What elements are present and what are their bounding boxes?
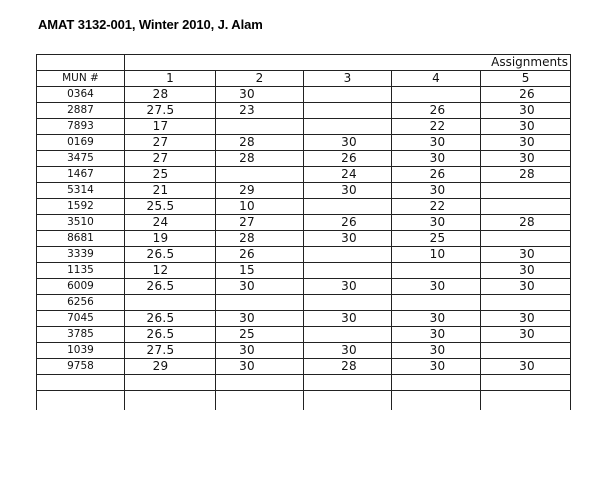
grades-table xyxy=(36,54,571,410)
score-cell-assignment-2: 28 xyxy=(216,151,304,167)
score-cell-assignment-2: 10 xyxy=(216,199,304,215)
score-cell-assignment-3 xyxy=(304,87,392,103)
empty-cell xyxy=(304,375,392,391)
table-row xyxy=(37,343,571,359)
table-row xyxy=(37,135,571,151)
score-cell-assignment-3: 26 xyxy=(304,215,392,231)
table-row xyxy=(37,311,571,327)
mun-cell: 3339 xyxy=(37,247,125,263)
score-cell-assignment-1: 25 xyxy=(125,167,216,183)
table-row xyxy=(37,151,571,167)
mun-cell: 3785 xyxy=(37,327,125,343)
score-cell-assignment-1: 27 xyxy=(125,135,216,151)
score-cell-assignment-4: 30 xyxy=(392,343,481,359)
score-cell-assignment-1: 26.5 xyxy=(125,247,216,263)
score-cell-assignment-4: 26 xyxy=(392,103,481,119)
score-cell-assignment-5: 30 xyxy=(481,103,571,119)
score-cell-assignment-5: 30 xyxy=(481,135,571,151)
score-cell-assignment-5: 30 xyxy=(481,119,571,135)
mun-cell: 3510 xyxy=(37,215,125,231)
empty-cell xyxy=(37,375,125,391)
score-cell-assignment-1: 27.5 xyxy=(125,103,216,119)
empty-cell xyxy=(216,391,304,411)
table-row xyxy=(37,231,571,247)
score-cell-assignment-3 xyxy=(304,103,392,119)
score-cell-assignment-4 xyxy=(392,263,481,279)
mun-cell: 1039 xyxy=(37,343,125,359)
score-cell-assignment-2: 28 xyxy=(216,231,304,247)
score-cell-assignment-3: 30 xyxy=(304,183,392,199)
score-cell-assignment-3 xyxy=(304,247,392,263)
table-row xyxy=(37,183,571,199)
score-cell-assignment-1: 27 xyxy=(125,151,216,167)
grades-table-body xyxy=(37,55,571,411)
score-cell-assignment-4: 22 xyxy=(392,199,481,215)
assignment-3-header: 3 xyxy=(304,71,392,87)
score-cell-assignment-1: 17 xyxy=(125,119,216,135)
table-row xyxy=(37,359,571,375)
empty-cell xyxy=(481,391,571,411)
score-cell-assignment-3: 30 xyxy=(304,135,392,151)
mun-cell: 5314 xyxy=(37,183,125,199)
score-cell-assignment-3: 30 xyxy=(304,311,392,327)
table-row xyxy=(37,87,571,103)
score-cell-assignment-1: 29 xyxy=(125,359,216,375)
score-cell-assignment-5 xyxy=(481,183,571,199)
score-cell-assignment-1: 26.5 xyxy=(125,311,216,327)
score-cell-assignment-5: 30 xyxy=(481,151,571,167)
table-row xyxy=(37,295,571,311)
score-cell-assignment-5: 30 xyxy=(481,279,571,295)
score-cell-assignment-2: 29 xyxy=(216,183,304,199)
score-cell-assignment-4: 30 xyxy=(392,279,481,295)
assignment-5-header: 5 xyxy=(481,71,571,87)
score-cell-assignment-4: 30 xyxy=(392,183,481,199)
score-cell-assignment-5 xyxy=(481,231,571,247)
score-cell-assignment-5: 26 xyxy=(481,87,571,103)
header-blank-cell xyxy=(37,55,125,71)
score-cell-assignment-3 xyxy=(304,295,392,311)
mun-cell: 1592 xyxy=(37,199,125,215)
score-cell-assignment-5: 30 xyxy=(481,327,571,343)
score-cell-assignment-1: 27.5 xyxy=(125,343,216,359)
score-cell-assignment-2: 30 xyxy=(216,359,304,375)
score-cell-assignment-2: 26 xyxy=(216,247,304,263)
score-cell-assignment-2: 28 xyxy=(216,135,304,151)
score-cell-assignment-4: 30 xyxy=(392,311,481,327)
score-cell-assignment-1 xyxy=(125,295,216,311)
score-cell-assignment-4: 10 xyxy=(392,247,481,263)
score-cell-assignment-4: 25 xyxy=(392,231,481,247)
score-cell-assignment-1: 26.5 xyxy=(125,327,216,343)
empty-cell xyxy=(392,375,481,391)
mun-cell: 1135 xyxy=(37,263,125,279)
empty-row xyxy=(37,375,571,391)
score-cell-assignment-4: 30 xyxy=(392,151,481,167)
table-row xyxy=(37,263,571,279)
score-cell-assignment-1: 24 xyxy=(125,215,216,231)
mun-cell: 8681 xyxy=(37,231,125,247)
score-cell-assignment-2: 25 xyxy=(216,327,304,343)
score-cell-assignment-4: 30 xyxy=(392,327,481,343)
score-cell-assignment-1: 25.5 xyxy=(125,199,216,215)
table-row xyxy=(37,119,571,135)
score-cell-assignment-1: 12 xyxy=(125,263,216,279)
table-row xyxy=(37,167,571,183)
score-cell-assignment-5: 28 xyxy=(481,167,571,183)
table-row xyxy=(37,279,571,295)
score-cell-assignment-3: 24 xyxy=(304,167,392,183)
score-cell-assignment-1: 26.5 xyxy=(125,279,216,295)
score-cell-assignment-2: 30 xyxy=(216,343,304,359)
mun-cell: 6256 xyxy=(37,295,125,311)
score-cell-assignment-3: 30 xyxy=(304,279,392,295)
score-cell-assignment-2: 23 xyxy=(216,103,304,119)
score-cell-assignment-3: 28 xyxy=(304,359,392,375)
score-cell-assignment-5: 28 xyxy=(481,215,571,231)
score-cell-assignment-4 xyxy=(392,295,481,311)
mun-cell: 0169 xyxy=(37,135,125,151)
mun-column-header: MUN # xyxy=(37,71,125,87)
table-row xyxy=(37,215,571,231)
score-cell-assignment-5 xyxy=(481,295,571,311)
score-cell-assignment-2: 27 xyxy=(216,215,304,231)
empty-cell xyxy=(481,375,571,391)
mun-cell: 7045 xyxy=(37,311,125,327)
score-cell-assignment-3 xyxy=(304,119,392,135)
mun-cell: 0364 xyxy=(37,87,125,103)
score-cell-assignment-1: 21 xyxy=(125,183,216,199)
mun-cell: 9758 xyxy=(37,359,125,375)
score-cell-assignment-3: 30 xyxy=(304,343,392,359)
mun-cell: 3475 xyxy=(37,151,125,167)
score-cell-assignment-2 xyxy=(216,167,304,183)
score-cell-assignment-4: 26 xyxy=(392,167,481,183)
score-cell-assignment-4: 22 xyxy=(392,119,481,135)
empty-cell xyxy=(392,391,481,411)
empty-row xyxy=(37,391,571,411)
score-cell-assignment-5: 30 xyxy=(481,247,571,263)
score-cell-assignment-2 xyxy=(216,295,304,311)
score-cell-assignment-3: 26 xyxy=(304,151,392,167)
score-cell-assignment-4 xyxy=(392,87,481,103)
mun-cell: 1467 xyxy=(37,167,125,183)
score-cell-assignment-2 xyxy=(216,119,304,135)
score-cell-assignment-4: 30 xyxy=(392,215,481,231)
empty-cell xyxy=(216,375,304,391)
mun-cell: 6009 xyxy=(37,279,125,295)
empty-cell xyxy=(125,375,216,391)
score-cell-assignment-4: 30 xyxy=(392,135,481,151)
assignment-4-header: 4 xyxy=(392,71,481,87)
assignments-group-header: Assignments xyxy=(125,55,571,71)
empty-cell xyxy=(125,391,216,411)
score-cell-assignment-3 xyxy=(304,199,392,215)
score-cell-assignment-2: 30 xyxy=(216,311,304,327)
score-cell-assignment-5 xyxy=(481,343,571,359)
mun-cell: 2887 xyxy=(37,103,125,119)
score-cell-assignment-2: 30 xyxy=(216,87,304,103)
score-cell-assignment-3 xyxy=(304,327,392,343)
score-cell-assignment-1: 19 xyxy=(125,231,216,247)
score-cell-assignment-5: 30 xyxy=(481,359,571,375)
score-cell-assignment-1: 28 xyxy=(125,87,216,103)
column-header-row xyxy=(37,71,571,87)
score-cell-assignment-3: 30 xyxy=(304,231,392,247)
empty-cell xyxy=(37,391,125,411)
assignment-1-header: 1 xyxy=(125,71,216,87)
score-cell-assignment-3 xyxy=(304,263,392,279)
score-cell-assignment-2: 15 xyxy=(216,263,304,279)
empty-cell xyxy=(304,391,392,411)
assignment-2-header: 2 xyxy=(216,71,304,87)
table-row xyxy=(37,199,571,215)
document-title: AMAT 3132-001, Winter 2010, J. Alam xyxy=(38,17,263,32)
mun-cell: 7893 xyxy=(37,119,125,135)
table-row xyxy=(37,103,571,119)
assignments-header-row xyxy=(37,55,571,71)
score-cell-assignment-2: 30 xyxy=(216,279,304,295)
table-row xyxy=(37,247,571,263)
score-cell-assignment-5 xyxy=(481,199,571,215)
score-cell-assignment-4: 30 xyxy=(392,359,481,375)
score-cell-assignment-5: 30 xyxy=(481,311,571,327)
table-row xyxy=(37,327,571,343)
score-cell-assignment-5: 30 xyxy=(481,263,571,279)
